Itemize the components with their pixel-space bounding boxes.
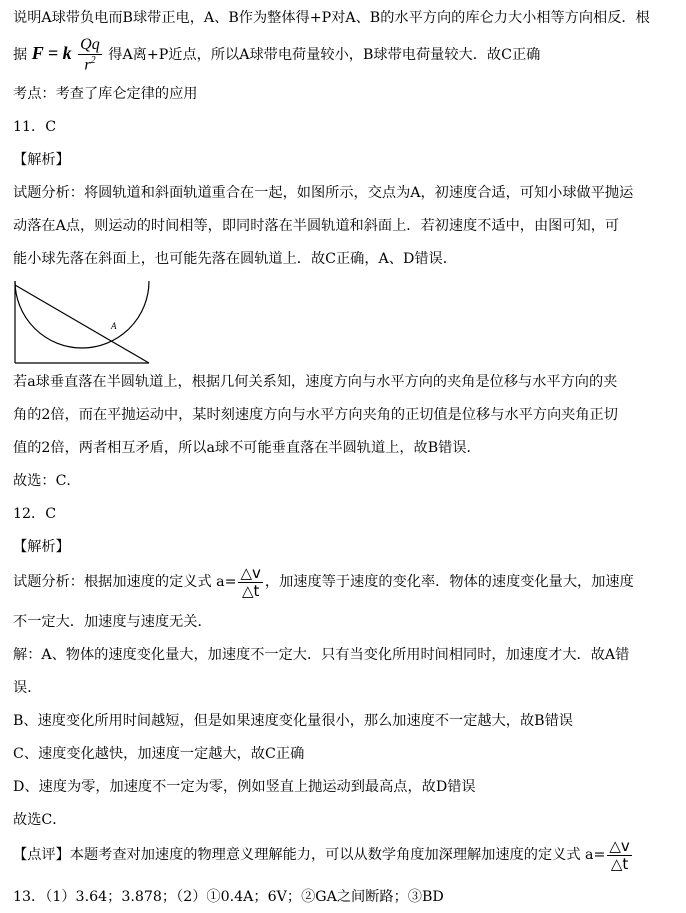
text-line-17: 解：A、物体的速度变化量大，加速度不一定大．只有当变化所用时间相同时，加速度才大．故A错 (13, 647, 630, 663)
analysis-heading-12: 【解析】 (13, 539, 70, 555)
text-line-16: 不一定大．加速度与速度无关． (13, 614, 212, 630)
option-c-explanation: C、速度变化越快，加速度一定越大，故C正确 (13, 746, 305, 762)
acceleration-formula-1-numerator: △v (240, 563, 261, 582)
coulomb-formula-numerator: Qq (80, 35, 100, 53)
text-line-3: 考点：考查了库仑定律的应用 (13, 86, 198, 102)
text-line-12: 故选：C． (13, 473, 81, 489)
text-line-6: 试题分析：将圆轨道和斜面轨道重合在一起，如图所示，交点为A，初速度合适，可知小球做平抛运 (13, 185, 634, 201)
trajectory-figure (13, 279, 151, 365)
text-line-15-suffix: ，加速度等于速度的变化率．物体的速度变化量大，加速度 (264, 574, 634, 590)
option-b-explanation: B、速度变化所用时间越短，但是如果速度变化量很小，那么加速度不一定越大，故B错误 (13, 713, 573, 729)
comment-line (13, 838, 634, 872)
text-line-22: 故选C． (13, 812, 67, 828)
text-line-10: 角的2倍，而在平抛运动中，某时刻速度方向与水平方向夹角的正切值是位移与水平方向夹角正切 (13, 407, 618, 423)
question-13-answer: 13．（1）3.64；3.878；（2）①0.4A；6V；②GA之间断路；③BD (13, 889, 444, 905)
text-line-7: 动落在A点，则运动的时间相等，即同时落在半圆轨道和斜面上．若初速度不适中，由图可知，可 (13, 218, 620, 234)
acceleration-formula-1 (238, 563, 262, 600)
text-line-15 (13, 565, 634, 599)
question-11-answer: 11．C (13, 119, 57, 135)
question-12-answer: 12．C (13, 506, 57, 522)
acceleration-formula-2 (607, 836, 631, 873)
coulomb-formula-fraction (78, 37, 102, 73)
text-line-2 (13, 36, 540, 73)
acceleration-formula-2-denominator: △t (610, 854, 629, 873)
text-line-18: 误． (13, 680, 42, 696)
text-line-15-prefix: 试题分析：根据加速度的定义式 a= (13, 574, 237, 590)
option-d-explanation: D、速度为零，加速度不一定为零，例如竖直上抛运动到最高点，故D错误 (13, 779, 476, 795)
text-line-8: 能小球先落在斜面上，也可能先落在圆轨道上．故C正确，A、D错误． (13, 251, 457, 267)
coulomb-formula-denominator: $r^2$ (84, 54, 96, 74)
intersection-point-label: A (111, 321, 117, 331)
text-line-11: 值的2倍，两者相互矛盾，所以a球不可能垂直落在半圆轨道上，故B错误． (13, 440, 481, 456)
text-line-1: 说明A球带负电而B球带正电，A、B作为整体得+P对A、B的水平方向的库仑力大小相等方向相反．根 (13, 10, 650, 26)
coulomb-formula-lhs: F = k (31, 43, 72, 63)
acceleration-formula-2-numerator: △v (609, 836, 630, 855)
text-line-9: 若a球垂直落在半圆轨道上，根据几何关系知，速度方向与水平方向的夹角是位移与水平方向的夹 (13, 374, 618, 390)
text-line-2-suffix: 得A离+P近点，所以A球带电荷量较小，B球带电荷量较大．故C正确 (108, 47, 541, 63)
text-line-2-prefix: 据 (13, 47, 28, 63)
analysis-heading-11: 【解析】 (13, 152, 70, 168)
comment-line-prefix: 【点评】本题考查对加速度的物理意义理解能力，可以从数学角度加深理解加速度的定义式 a= (13, 847, 606, 863)
acceleration-formula-1-denominator: △t (241, 581, 260, 600)
